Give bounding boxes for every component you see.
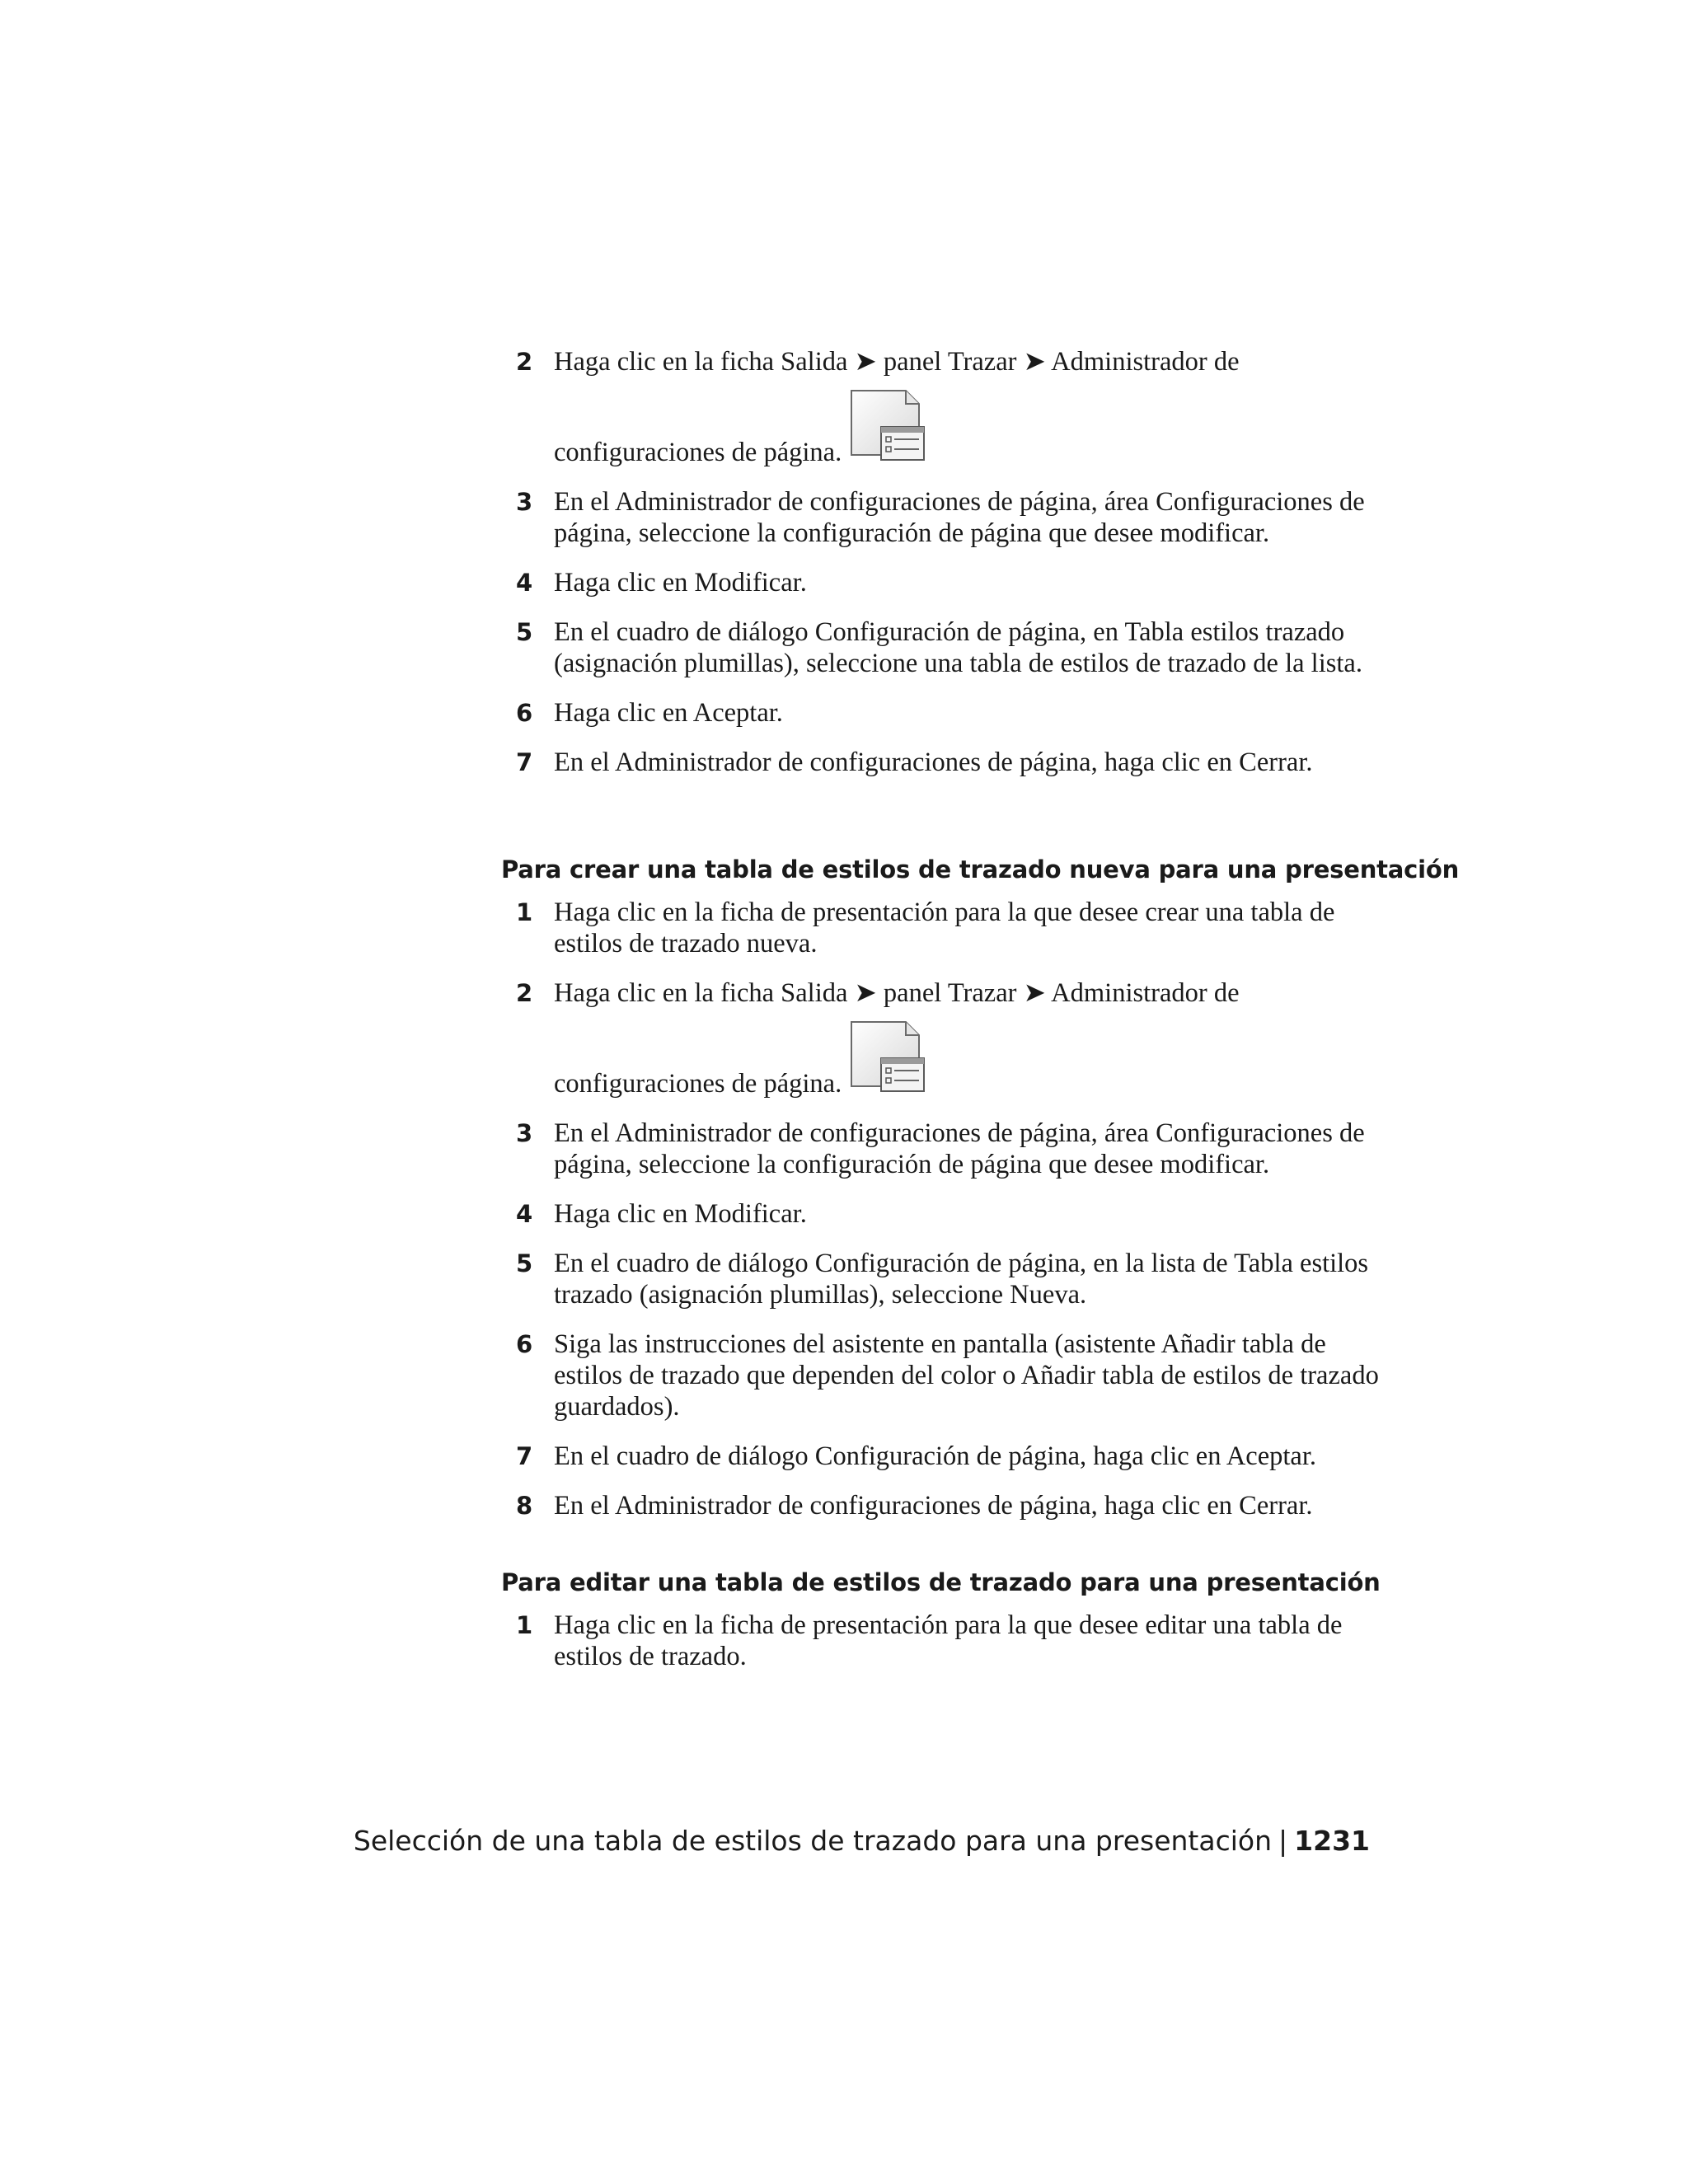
- step-number: 3: [516, 1119, 533, 1147]
- step-text: En el Administrador de configuraciones de página, área Configuraciones de página, seleccione la configuración de página que desee modificar.: [554, 487, 1365, 548]
- step-text: configuraciones de página.: [554, 438, 842, 467]
- arrow-icon: ➤: [854, 978, 877, 1008]
- step-number: 2: [516, 979, 533, 1007]
- steps-list-1: [495, 346, 1385, 796]
- step-number: 4: [516, 569, 533, 597]
- step-number: 3: [516, 488, 533, 516]
- step-number: 7: [516, 748, 533, 776]
- step-number: 2: [516, 348, 533, 376]
- step-number: 5: [516, 618, 533, 646]
- steps-list-2: [495, 897, 1385, 1540]
- step-line2: [554, 1020, 1385, 1099]
- step-text: Administrador de: [1051, 978, 1240, 1008]
- step-text: panel Trazar: [883, 347, 1017, 377]
- step-number: 4: [516, 1200, 533, 1228]
- page-footer: [354, 1823, 1370, 1859]
- step-text: En el cuadro de diálogo Configuración de página, en Tabla estilos trazado (asignación plumillas), seleccione una tabla de estilos de trazado de la lista.: [554, 617, 1362, 678]
- step-text: Haga clic en la ficha Salida: [554, 978, 848, 1008]
- step-3: [495, 486, 1385, 549]
- step-4: [495, 1198, 1385, 1230]
- step-number: 1: [516, 898, 533, 926]
- step-text: Haga clic en la ficha de presentación para la que desee crear una tabla de estilos de trazado nueva.: [554, 898, 1335, 958]
- arrow-icon: ➤: [1023, 347, 1046, 377]
- step-text: Haga clic en Modificar.: [554, 1199, 807, 1229]
- step-3: [495, 1118, 1385, 1180]
- arrow-icon: ➤: [854, 347, 877, 377]
- step-7: [495, 747, 1385, 778]
- step-text: En el Administrador de configuraciones de página, haga clic en Cerrar.: [554, 1491, 1313, 1521]
- step-text: Administrador de: [1051, 347, 1240, 377]
- footer-title: Selección de una tabla de estilos de trazado para una presentación: [353, 1825, 1273, 1857]
- step-text: Siga las instrucciones del asistente en pantalla (asistente Añadir tabla de estilos de trazado que dependen del color o Añadir tabla de estilos de trazado guardados).: [554, 1329, 1379, 1422]
- step-text: En el Administrador de configuraciones de página, haga clic en Cerrar.: [554, 748, 1313, 777]
- step-8: [495, 1490, 1385, 1521]
- step-text: Haga clic en la ficha Salida: [554, 347, 848, 377]
- step-number: 8: [516, 1492, 533, 1520]
- section-heading-create: Para crear una tabla de estilos de trazado nueva para una presentación: [501, 855, 1460, 883]
- step-line2: [554, 389, 1385, 468]
- step-7: [495, 1441, 1385, 1472]
- step-2: [495, 346, 1385, 468]
- step-text: En el cuadro de diálogo Configuración de página, en la lista de Tabla estilos trazado (asignación plumillas), seleccione Nueva.: [554, 1249, 1369, 1310]
- step-text: Haga clic en Aceptar.: [554, 698, 783, 728]
- step-5: [495, 616, 1385, 679]
- page-setup-manager-icon: [848, 1020, 927, 1098]
- step-number: 6: [516, 1330, 533, 1358]
- step-text: En el cuadro de diálogo Configuración de página, haga clic en Aceptar.: [554, 1441, 1316, 1471]
- step-text: panel Trazar: [883, 978, 1017, 1008]
- step-text: Haga clic en Modificar.: [554, 568, 807, 598]
- step-6: [495, 1329, 1385, 1422]
- step-text: En el Administrador de configuraciones de página, área Configuraciones de página, seleccione la configuración de página que desee modificar.: [554, 1118, 1365, 1179]
- step-1: [495, 897, 1385, 959]
- arrow-icon: ➤: [1023, 978, 1046, 1008]
- step-number: 5: [516, 1249, 533, 1277]
- step-1: [495, 1610, 1385, 1672]
- step-number: 1: [516, 1611, 533, 1639]
- page-number: 1231: [1294, 1825, 1370, 1857]
- step-number: 6: [516, 699, 533, 727]
- section-heading-edit: Para editar una tabla de estilos de trazado para una presentación: [501, 1568, 1381, 1596]
- steps-list-3: [495, 1610, 1385, 1690]
- footer-separator: |: [1278, 1825, 1288, 1857]
- step-2: [495, 977, 1385, 1099]
- step-5: [495, 1248, 1385, 1310]
- step-text: Haga clic en la ficha de presentación para la que desee editar una tabla de estilos de trazado.: [554, 1610, 1343, 1671]
- step-text: configuraciones de página.: [554, 1069, 842, 1099]
- page-setup-manager-icon: [848, 389, 927, 466]
- step-6: [495, 697, 1385, 729]
- step-4: [495, 567, 1385, 598]
- step-number: 7: [516, 1442, 533, 1470]
